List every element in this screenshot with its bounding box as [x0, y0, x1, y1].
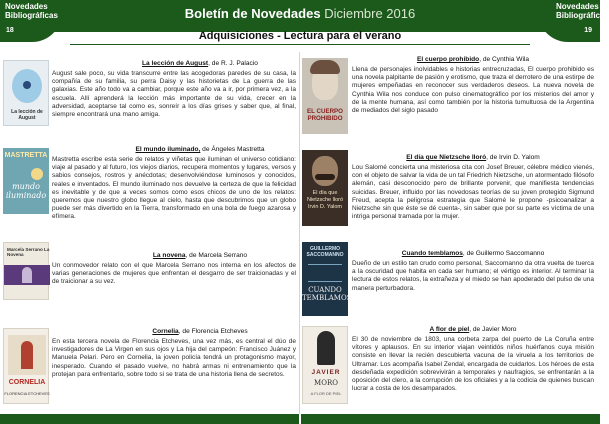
column-divider — [299, 52, 300, 414]
footer-bar — [0, 414, 600, 424]
cover-author: GUILLERMO SACCOMANNO — [306, 246, 344, 258]
cover-figure-icon — [317, 331, 335, 365]
cover-globe-icon — [31, 168, 43, 180]
book-cover-la-novena — [3, 242, 49, 300]
book-cover-mundo-iluminado — [3, 148, 49, 214]
book-title: El cuerpo prohibido — [416, 56, 480, 63]
book-cover-cuando-temblamos — [302, 242, 352, 316]
title-divider — [70, 44, 530, 45]
cover-title: MASTRETTA — [4, 152, 48, 159]
footer-gap — [299, 414, 301, 424]
cover-title: La lección de August — [11, 109, 43, 121]
book-entry-la-novena — [52, 252, 296, 287]
book-cover-a-flor-de-piel — [302, 326, 348, 404]
book-entry-nietzsche — [352, 154, 594, 221]
book-heading — [352, 250, 594, 257]
book-author: de Ángeles Mastretta — [200, 146, 265, 153]
book-summary: Lou Salomé concierta una misteriosa cita con Josef Breuer, célebre médico vienés, con el objeto de salvar la vida de un tal Friedrich Nietzsche, un atormentado filósofo alemán, casi desconocido pero de brillante porvenir, que manifiesta tendencias suicidas. Breuer, influido por las novedosas teorías de su joven protegido Sigmund Freud, acepta la peligrosa estrategia que Salomé le propone -psicoanalizar a Nietzsche sin que éste se dé cuenta-, sin saber que por su parte es víctima de una intriga personal tramada por la mujer. — [352, 164, 594, 221]
book-author: , de R. J. Palacio — [208, 60, 258, 67]
bulletin-month: Diciembre 2016 — [324, 6, 416, 21]
cover-title: CORNELIA — [8, 379, 46, 386]
cover-figure-icon — [21, 341, 33, 369]
book-title: La lección de August — [142, 60, 209, 67]
cover-face-icon — [312, 156, 338, 186]
book-author: , de Florencia Etcheves — [178, 328, 248, 335]
cover-author-last: MORO — [314, 379, 338, 387]
book-author: , de Marcela Serrano — [185, 252, 248, 259]
book-heading — [352, 56, 594, 63]
section-title: Adquisiciones - Lectura para el verano — [198, 30, 402, 42]
book-author: , de Cynthia Wila — [479, 56, 530, 63]
book-author: , de Guillermo Saccomanno — [462, 250, 545, 257]
book-summary: Un conmovedor relato con el que Marcela Serrano nos interna en los afectos de varias generaciones de mujeres que enfrentan el desgarro de ser traicionadas y el de traicionar a su vez. — [52, 262, 296, 286]
book-title: Cornelia — [152, 328, 179, 335]
corner-label-line2: Bibliográficas — [556, 11, 609, 20]
book-heading — [352, 326, 594, 333]
cover-title: CUANDO TEMBLAMOS — [302, 286, 352, 302]
book-heading — [352, 154, 594, 161]
book-cover-cuerpo-prohibido — [302, 58, 348, 134]
book-cover-nietzsche — [302, 150, 348, 226]
cover-mustache-shape — [315, 174, 335, 180]
book-author: , de Irvin D. Yalom — [486, 154, 540, 161]
cover-title: A FLOR DE PIEL — [310, 391, 342, 396]
book-entry-cuando-temblamos — [352, 250, 594, 293]
book-cover-cornelia — [3, 328, 49, 404]
book-heading — [104, 146, 296, 153]
page-number-left: 18 — [6, 27, 14, 34]
cover-eye-icon — [23, 81, 31, 89]
cover-author: FLORENCIA ETCHEVES — [4, 391, 50, 396]
book-cover-august — [3, 60, 49, 126]
book-summary: Llena de personajes inolvidables e historias entrecruzadas, El cuerpo prohibido es una novela palpitante de pasión y erotismo, que traza el derrotero de una estirpe de mujeres empeñadas en reconocer sus verdaderos deseos. La nueva novela de Cynthia Wila nos conduce con pulso cinematográfico por los misterios del amor y de la mente humana, así como también por la historia tumultuosa de la Argentina de mediados del siglo pasado — [352, 66, 594, 115]
book-summary: El 30 de noviembre de 1803, una corbeta zarpa del puerto de La Coruña entre vítores y aplausos. En su interior viajan veintidós niños huérfanos cuya misión consiste en llevar la recién descubierta vacuna de la viruela a los territorios de Ultramar. Los acompaña Isabel Zendal, encargada de cuidarlos. Los héroes de esta desdeñada expedición sobrevivirán a temporales y naufragios, se enfrentarán a la oposición del clero, a la corrupción de los oficiales y a la codicia de quienes buscan lucrar a costa de los desamparados. — [352, 336, 594, 393]
book-heading — [104, 328, 296, 335]
book-title: Cuando temblamos — [401, 250, 463, 257]
book-title: El mundo iluminado, — [135, 146, 201, 153]
book-entry-cornelia — [52, 328, 296, 379]
book-heading — [104, 60, 296, 67]
cover-author-first: JAVIER — [311, 369, 341, 376]
cover-art — [8, 335, 46, 375]
cover-lines — [308, 264, 342, 282]
book-summary: En esta tercera novela de Florencia Etcheves, una vez más, es central el dúo de investigadores de La Virgen en sus ojos y La hija del campeón: Francisco Juánez y Manuela Pelari. Pero en Cornelia, la joven policía tendrá un protagonismo mayor, inesperado. Cuando el pasado vuelve, no habrá armas ni entrenamiento que la protejan para enfrentarlo, sobre todo si se trata de una historia llena de secretos. — [52, 338, 296, 378]
corner-label-line1: Novedades — [5, 2, 48, 11]
book-author: , de Javier Moro — [469, 326, 517, 333]
bulletin-title-text: Boletín de Novedades — [184, 6, 321, 21]
book-entry-august — [52, 60, 296, 119]
book-title: La novena — [152, 252, 186, 259]
corner-label-line1: Novedades — [556, 2, 599, 11]
cover-hair-shape — [310, 60, 340, 74]
corner-label-line2: Bibliográficas — [5, 11, 58, 20]
book-title: El día que Nietzsche lloró — [406, 154, 487, 161]
book-entry-a-flor-de-piel — [352, 326, 594, 393]
book-summary: Dueño de un estilo tan crudo como personal, Saccomanno da otra vuelta de tuerca a la oscuridad que habita en cada ser humano; el vértigo es interior. Al terminar la lectura de estos relatos, la extrañeza y el miedo se han apoderado del pulso de una manera perturbadora. — [352, 260, 594, 292]
bulletin-title — [0, 6, 609, 21]
book-summary: Mastretta escribe esta serie de relatos y viñetas que iluminan el universo cotidiano: viaje al pasado y al futuro, los viejos diarios, recupera momentos y lugares, versos y sabios consejos, rostros y anécdotas; desenvolviéndose luminosos y conocidos, reales e inventados. El mundo iluminado nos devuelve la certeza de que la felicidad es inevitable y de que a veces somos como esos chicos de uno de los relatos: queremos que nuestro globo llegue al cielo, hasta que descubrimos que un globo puede ser más divertido en la Tierra, transformado en una bola de fuego azarosa y efímera. — [52, 156, 296, 221]
book-entry-mundo-iluminado — [52, 146, 296, 222]
cover-title: EL CUERPO PROHIBIDO — [307, 108, 343, 122]
book-summary: August sale poco, su vida transcurre entre las acogedoras paredes de su casa, la compañía de su familia, su perra Daisy y las historietas de La guerra de las galaxias. Este año todo va a cambiar, porque este año va a ir, por primera vez, a la escuela. Allí aprenderá la lección más importante de su vida, crecer en la adversidad, aceptarse tal como es, sonreír a los días grises y saber que, al final, siempre encontrará una mano amiga. — [52, 70, 296, 119]
book-heading — [104, 252, 296, 259]
cover-figure-icon — [22, 267, 32, 283]
cover-title: El día que Nietzsche lloró Irvin D. Yalom — [306, 190, 344, 210]
header-bar — [0, 0, 609, 32]
book-entry-cuerpo-prohibido — [352, 56, 594, 115]
cover-subtitle: mundo iluminado — [5, 182, 47, 200]
book-title: A flor de piel — [429, 326, 470, 333]
cover-title: Marcela Serrano La Novena — [7, 247, 50, 257]
page-number-right: 19 — [584, 27, 592, 34]
